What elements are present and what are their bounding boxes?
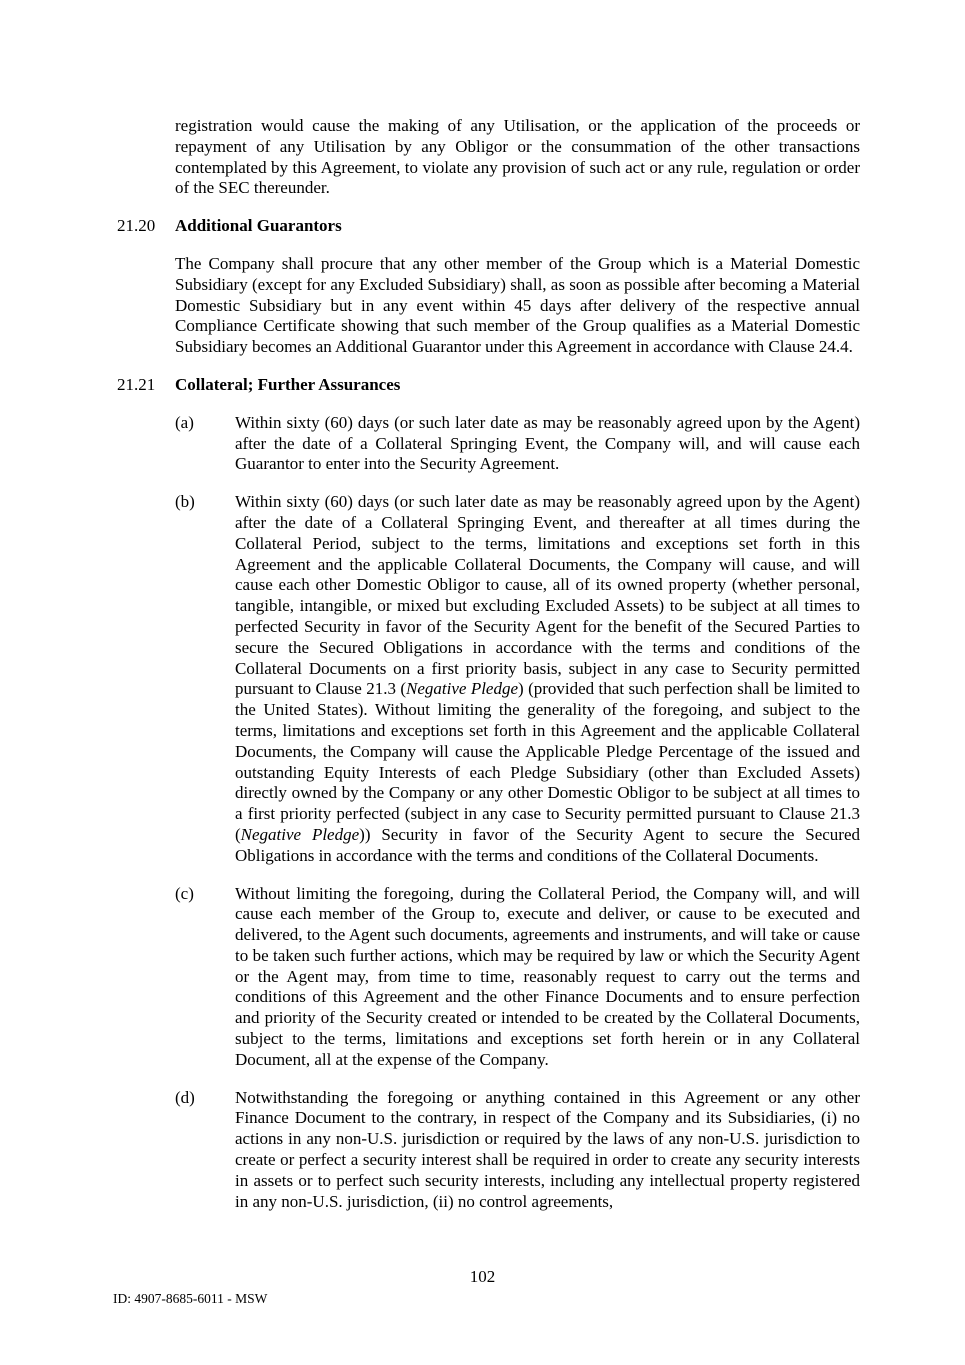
- subitem-b-label: (b): [175, 492, 195, 512]
- subitem-b-segment: Within sixty (60) days (or such later date as may be reasonably agreed upon by the Agent) after the date of a Collateral Springing Event, and thereafter at all times during the Collateral Period, subject to the terms, limitations and exceptions set forth in this Agreement and the applicable Collateral Documents, the Company will cause, and will cause each other Domestic Obligor to cause, all of its owned property (whether personal, tangible, intangible, or mixed but excluding Excluded Assets) to be subject at all times to perfected Security in favor of the Security Agent for the benefit of the Secured Parties to secure the Secured Obligations in accordance with the terms and conditions of the Collateral Documents on a first priority basis, subject in any case to Security permitted pursuant to Clause 21.3 (: [235, 492, 860, 699]
- subitem-c-text: Without limiting the foregoing, during the Collateral Period, the Company will, and will cause each member of the Group to, execute and deliver, or cause to be executed and delivered, to the Agent such documents, agreements and instruments, and will take or cause to be taken such further actions, which may be required by law or which the Security Agent or the Agent may, from time to time, reasonably request to carry out the terms and conditions of this Agreement and the other Finance Documents and to ensure perfection and priority of the Security created or intended to be created by the Collateral Documents, subject to the terms, limitations and exceptions set forth herein or in any Collateral Document, all at the expense of the Company.: [235, 883, 860, 1069]
- clause-number-21-21: 21.21: [117, 374, 156, 394]
- clause-title-additional-guarantors: Additional Guarantors: [175, 216, 342, 236]
- subitem-a-label: (a): [175, 412, 194, 432]
- continuation-paragraph: registration would cause the making of any Utilisation, or the application of the proceeds or repayment of any Utilisation by any Obligor or the consummation of the other transactions contemplated by this Agreement, to violate any provision of such act or any rule, regulation or order of the SEC thereunder.: [175, 116, 860, 198]
- subitem-d-label: (d): [175, 1087, 195, 1107]
- page-number: 102: [469, 1267, 496, 1286]
- subitem-d: [175, 1088, 860, 1213]
- subitem-a-text: Within sixty (60) days (or such later date as may be reasonably agreed upon by the Agent) after the date of a Collateral Springing Event, the Company will, and will cause each Guarantor to enter into the Security Agreement.: [235, 412, 860, 474]
- subitem-c-label: (c): [175, 883, 194, 903]
- subitem-c: [175, 884, 860, 1071]
- subitem-b-italic-negative-pledge: Negative Pledge: [240, 824, 360, 844]
- clause-title-collateral-further-assurances: Collateral; Further Assurances: [175, 374, 401, 394]
- document-id-stamp: ID: 4907-8685-6011 - MSW: [113, 1291, 268, 1306]
- clause-heading-21-20: [117, 216, 860, 237]
- subitem-b-italic-negative-pledge: Negative Pledge: [406, 679, 519, 699]
- subitem-d-text: Notwithstanding the foregoing or anything contained in this Agreement or any other Finance Document to the contrary, in respect of the Company and its Subsidiaries, (i) no actions in any non-U.S. jurisdiction or required by the laws of any non-U.S. jurisdiction to create or perfect a security interest shall be required in order to create any security interests in assets or to perfect such security interests, including any intellectual property registered in any non-U.S. jurisdiction, (ii) no control agreements,: [235, 1087, 860, 1211]
- subitem-b: [175, 492, 860, 866]
- subitem-b-segment: )) Security in favor of the Security Agent to secure the Secured Obligations in accordance with the terms and conditions of the Collateral Documents.: [235, 824, 860, 865]
- clause-21-20-body: The Company shall procure that any other member of the Group which is a Material Domestic Subsidiary (except for any Excluded Subsidiary) shall, as soon as possible after becoming a Material Domestic Subsidiary but in any event within 45 days after delivery of the respective annual Compliance Certificate showing that such member of the Group qualifies as a Material Domestic Subsidiary becomes an Additional Guarantor under this Agreement in accordance with Clause 24.4.: [175, 253, 861, 357]
- clause-heading-21-21: [117, 375, 860, 396]
- clause-number-21-20: 21.20: [117, 216, 156, 236]
- subitem-a: [175, 413, 860, 475]
- subitem-b-segment: ) (provided that such perfection shall be limited to the United States). Without limiting the generality of the foregoing, and subject to the terms, limitations and exceptions set forth in this Agreement and the applicable Collateral Documents, the Company will cause the Applicable Pledge Percentage of the issued and outstanding Equity Interests of each Pledge Subsidiary (other than Excluded Assets) directly owned by the Company or any other Domestic Obligor to be subject at all times to a first priority perfected (subject in any case to Security permitted pursuant to Clause 21.3 (: [235, 679, 860, 844]
- subitem-b-text: [235, 492, 860, 866]
